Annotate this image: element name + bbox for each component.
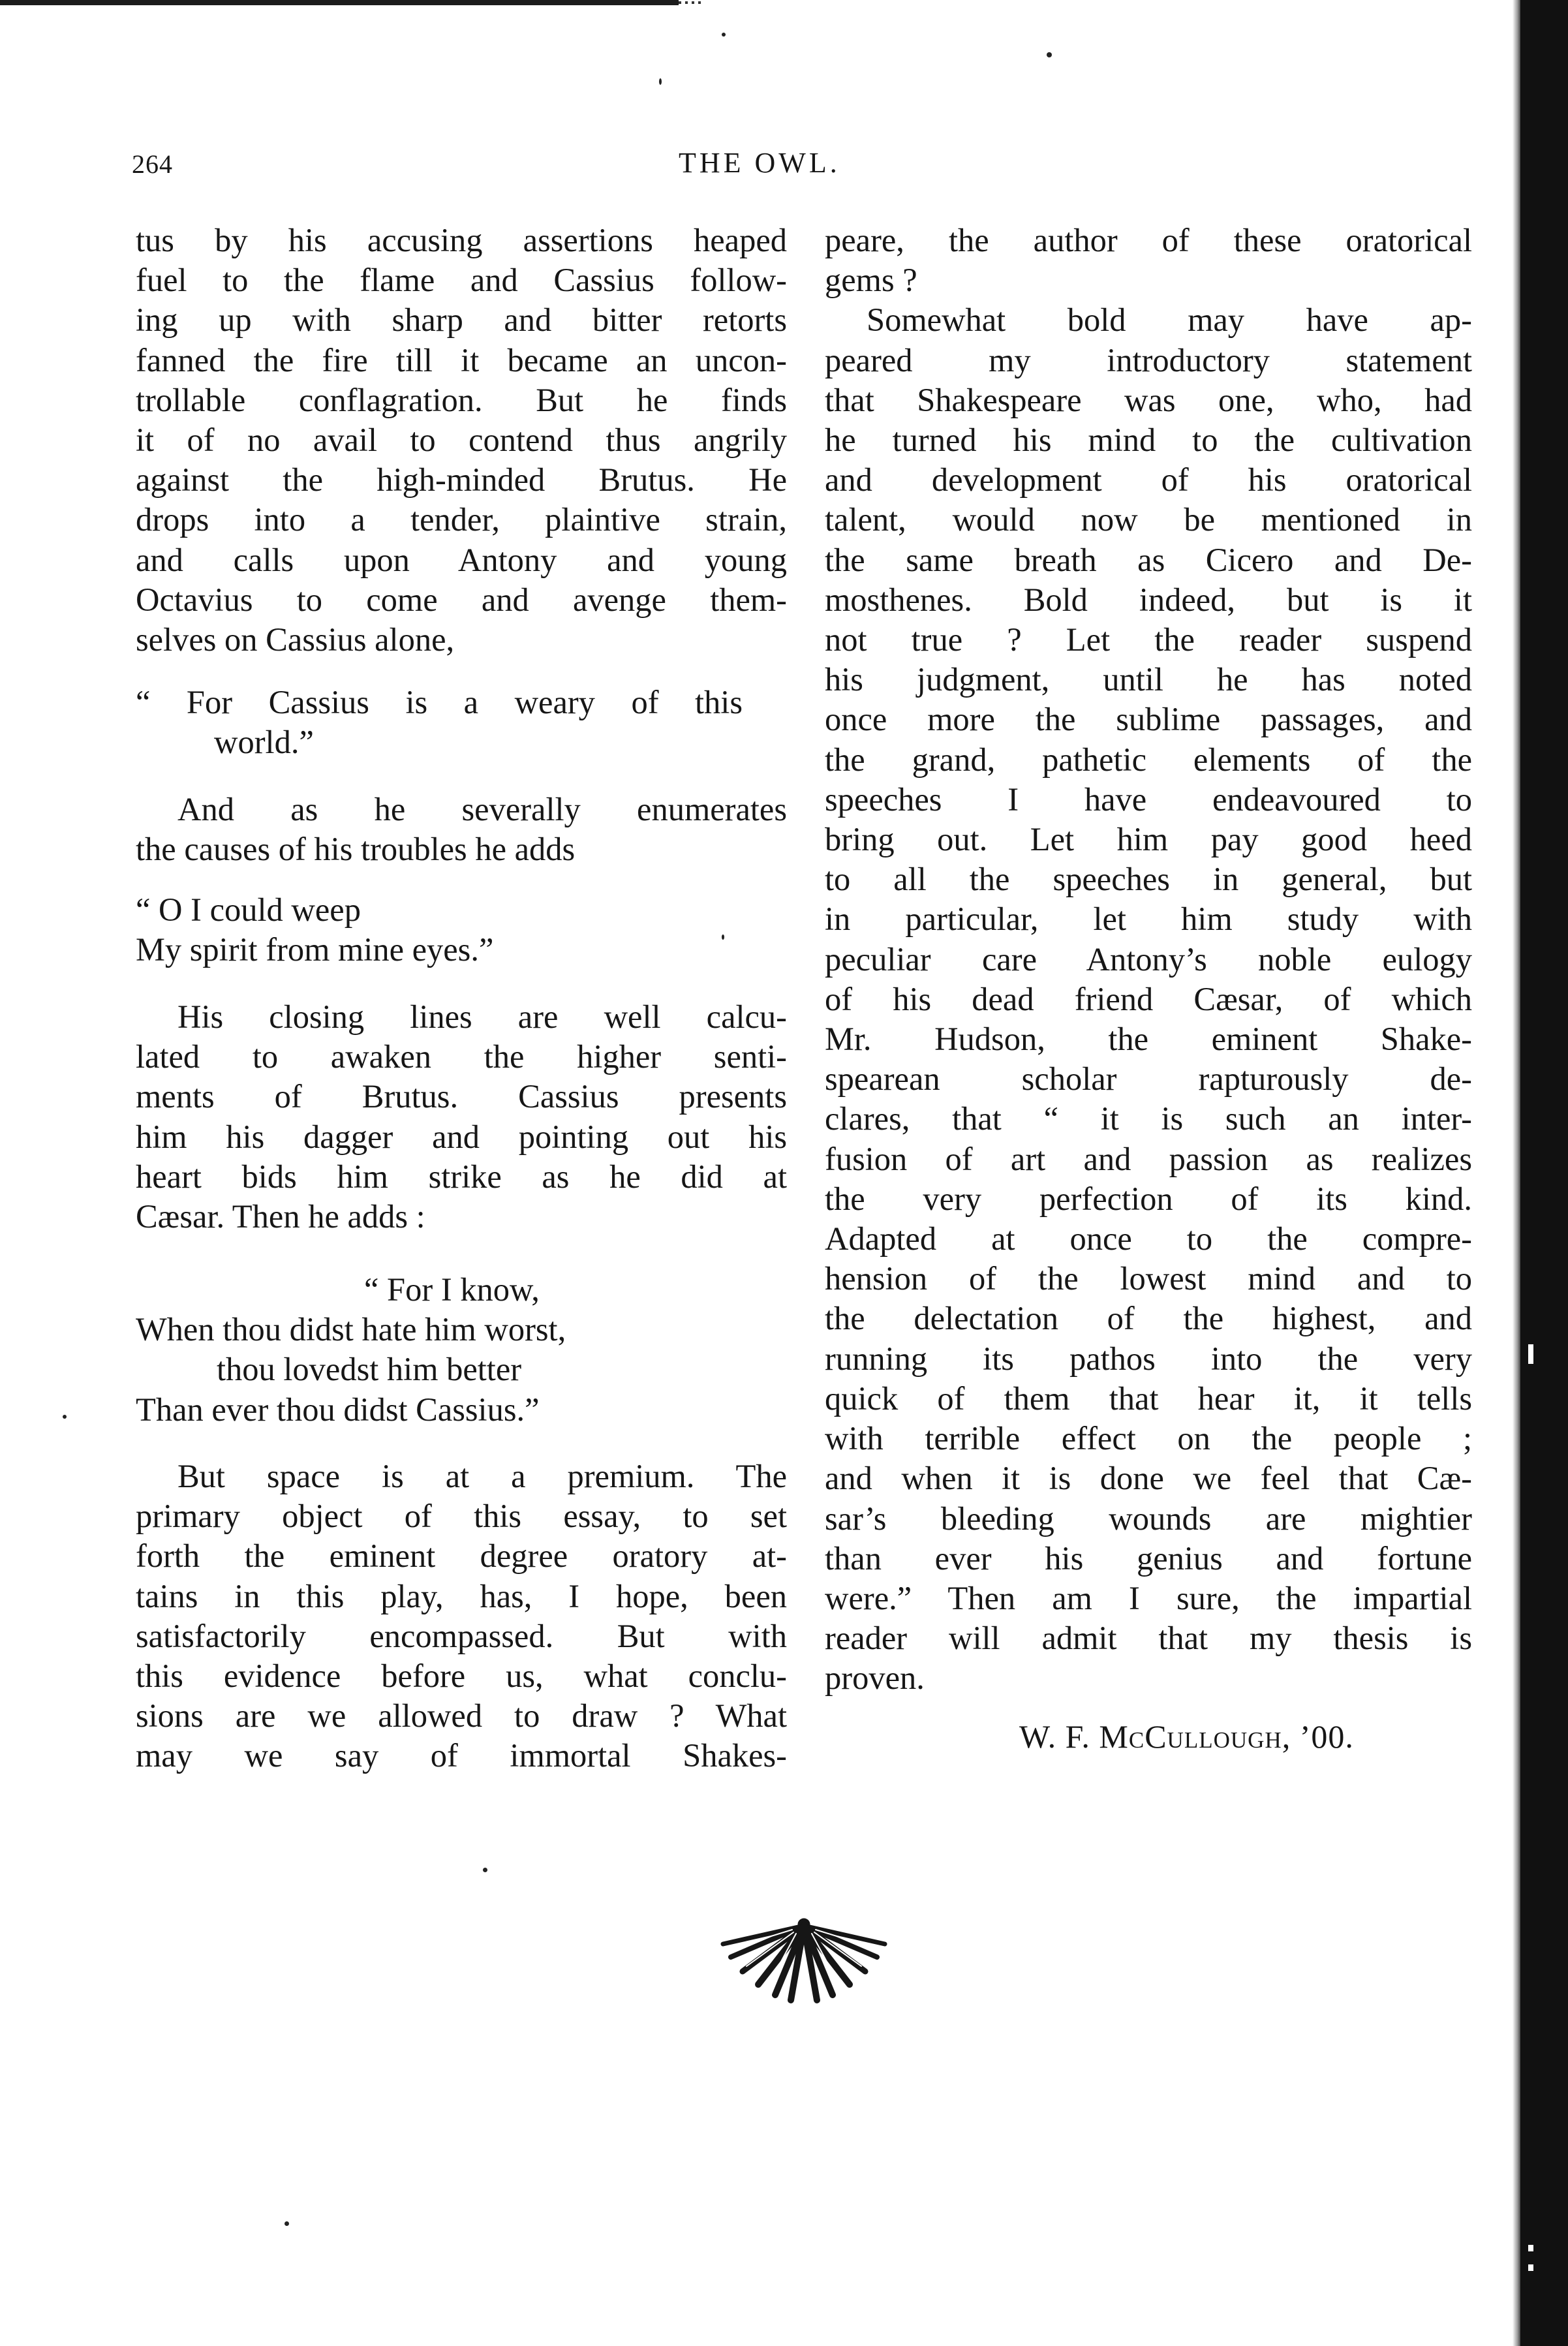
text-line: that Shakespeare was one, who, had xyxy=(825,381,1472,418)
text-line: with terrible effect on the people ; xyxy=(825,1420,1472,1457)
text-line: mosthenes. Bold indeed, but is it xyxy=(825,581,1472,618)
text-line: proven. xyxy=(825,1659,925,1697)
quote-line: “ For Cassius is a weary of this xyxy=(136,684,743,720)
text-line: forth the eminent degree oratory at- xyxy=(136,1537,787,1575)
text-line: reader will admit that my thesis is xyxy=(825,1620,1472,1657)
text-line: tus by his accusing assertions heaped xyxy=(136,222,787,258)
edge-mark xyxy=(1528,2245,1533,2251)
quote-line: When thou didst hate him worst, xyxy=(136,1311,566,1348)
text-line: spearean scholar rapturously de- xyxy=(825,1060,1472,1098)
text-line: sions are we allowed to draw ? What xyxy=(136,1697,787,1735)
text-line: Mr. Hudson, the eminent Shake- xyxy=(825,1021,1472,1058)
text-line: His closing lines are well calcu- xyxy=(177,998,787,1035)
text-line: than ever his genius and fortune xyxy=(825,1539,1472,1577)
top-border-rule xyxy=(0,0,679,5)
running-head: THE OWL. xyxy=(679,147,840,179)
text-line: once more the sublime passages, and xyxy=(825,701,1472,738)
text-line: may we say of immortal Shakes- xyxy=(136,1737,787,1774)
text-line: the causes of his troubles he adds xyxy=(136,831,576,868)
text-line: clares, that “ it is such an inter- xyxy=(825,1100,1472,1137)
text-line: peare, the author of these oratorical xyxy=(825,222,1472,258)
text-line: the grand, pathetic elements of the xyxy=(825,741,1472,778)
fan-tailpiece-ornament-icon xyxy=(720,1915,887,2004)
scan-speck xyxy=(483,1868,487,1872)
signature-year: , ’00. xyxy=(1282,1718,1354,1755)
text-line: the delectation of the highest, and xyxy=(825,1300,1472,1337)
text-line: the same breath as Cicero and De- xyxy=(825,541,1472,578)
text-line: fuel to the flame and Cassius follow- xyxy=(136,262,787,299)
text-line: this evidence before us, what conclu- xyxy=(136,1658,787,1695)
text-line: running its pathos into the very xyxy=(825,1340,1472,1377)
text-line: the very perfection of its kind. xyxy=(825,1180,1472,1217)
left-paragraph-3 xyxy=(136,997,787,1237)
text-line: gems ? xyxy=(825,262,917,299)
quote-line: Than ever thou didst Cassius.” xyxy=(136,1391,540,1428)
text-line: it of no avail to contend thus angrily xyxy=(136,422,787,459)
text-line: fusion of art and passion as realizes xyxy=(825,1140,1472,1177)
text-line: heart bids him strike as he did at xyxy=(136,1158,787,1195)
quote-block-3 xyxy=(136,1270,566,1430)
text-line: quick of them that hear it, it tells xyxy=(825,1380,1472,1417)
text-line: sar’s bleeding wounds are mightier xyxy=(825,1500,1472,1537)
left-paragraph-4 xyxy=(136,1457,787,1776)
text-line: were.” Then am I sure, the impartial xyxy=(825,1579,1472,1616)
text-line: trollable conflagration. But he finds xyxy=(136,381,787,418)
quote-line: “ O I could weep xyxy=(136,891,361,928)
text-line: Adapted at once to the compre- xyxy=(825,1220,1472,1258)
text-line: Octavius to come and avenge them- xyxy=(136,581,787,618)
text-line: speeches I have endeavoured to xyxy=(825,780,1472,818)
signature-surname: McCullough xyxy=(1099,1718,1282,1755)
text-line: not true ? Let the reader suspend xyxy=(825,621,1472,658)
text-line: ments of Brutus. Cassius presents xyxy=(136,1078,787,1115)
text-line: in particular, let him study with xyxy=(825,901,1472,938)
text-line: he turned his mind to the cultivation xyxy=(825,422,1472,459)
text-line: satisfactorily encompassed. But with xyxy=(136,1617,787,1654)
scan-speck xyxy=(722,934,724,940)
text-line: and calls upon Antony and young xyxy=(136,541,787,578)
page-number: 264 xyxy=(132,149,173,179)
text-line: And as he severally enumerates xyxy=(177,791,787,827)
right-column xyxy=(825,221,1472,1699)
text-line: hension of the lowest mind and to xyxy=(825,1260,1472,1297)
text-line: to all the speeches in general, but xyxy=(825,861,1472,898)
text-line: ing up with sharp and bitter retorts xyxy=(136,301,787,339)
quote-block-1 xyxy=(136,683,743,762)
scan-speck xyxy=(659,78,662,85)
text-line: fanned the fire till it became an uncon- xyxy=(136,341,787,378)
author-signature xyxy=(1019,1718,1354,1755)
scan-speck xyxy=(63,1415,67,1419)
scan-speck xyxy=(284,2221,289,2226)
text-line: primary object of this essay, to set xyxy=(136,1498,787,1535)
text-line: against the high-minded Brutus. He xyxy=(136,461,787,499)
signature-initials: W. F. xyxy=(1019,1718,1099,1755)
quote-line: thou lovedst him better xyxy=(217,1351,522,1388)
text-line: drops into a tender, plaintive strain, xyxy=(136,501,787,538)
text-line: his judgment, until he has noted xyxy=(825,661,1472,698)
text-line: But space is at a premium. The xyxy=(177,1458,787,1494)
quote-block-2 xyxy=(136,890,493,970)
scan-speck xyxy=(722,33,726,37)
left-column xyxy=(136,221,787,660)
scan-speck xyxy=(1047,52,1052,57)
quote-line: world.” xyxy=(214,724,314,761)
top-border-rule-fade xyxy=(679,1,705,4)
left-paragraph-2 xyxy=(136,790,787,869)
text-line: peculiar care Antony’s noble eulogy xyxy=(825,940,1472,978)
text-line: Somewhat bold may have ap- xyxy=(867,301,1472,339)
page-edge-scan-border xyxy=(1520,0,1568,2346)
text-line: bring out. Let him pay good heed xyxy=(825,821,1472,858)
text-line: selves on Cassius alone, xyxy=(136,621,455,658)
text-line: of his dead friend Cæsar, of which xyxy=(825,980,1472,1017)
text-line: peared my introductory statement xyxy=(825,341,1472,378)
text-line: tains in this play, has, I hope, been xyxy=(136,1577,787,1614)
text-line: lated to awaken the higher senti- xyxy=(136,1038,787,1075)
text-line: talent, would now be mentioned in xyxy=(825,501,1472,538)
quote-line: My spirit from mine eyes.” xyxy=(136,931,494,968)
quote-line: “ For I know, xyxy=(364,1271,540,1308)
text-line: and development of his oratorical xyxy=(825,461,1472,499)
edge-mark xyxy=(1528,2264,1533,2271)
text-line: him his dagger and pointing out his xyxy=(136,1118,787,1155)
text-line: Cæsar. Then he adds : xyxy=(136,1198,425,1235)
text-line: and when it is done we feel that Cæ- xyxy=(825,1460,1472,1497)
edge-mark xyxy=(1528,1344,1533,1364)
